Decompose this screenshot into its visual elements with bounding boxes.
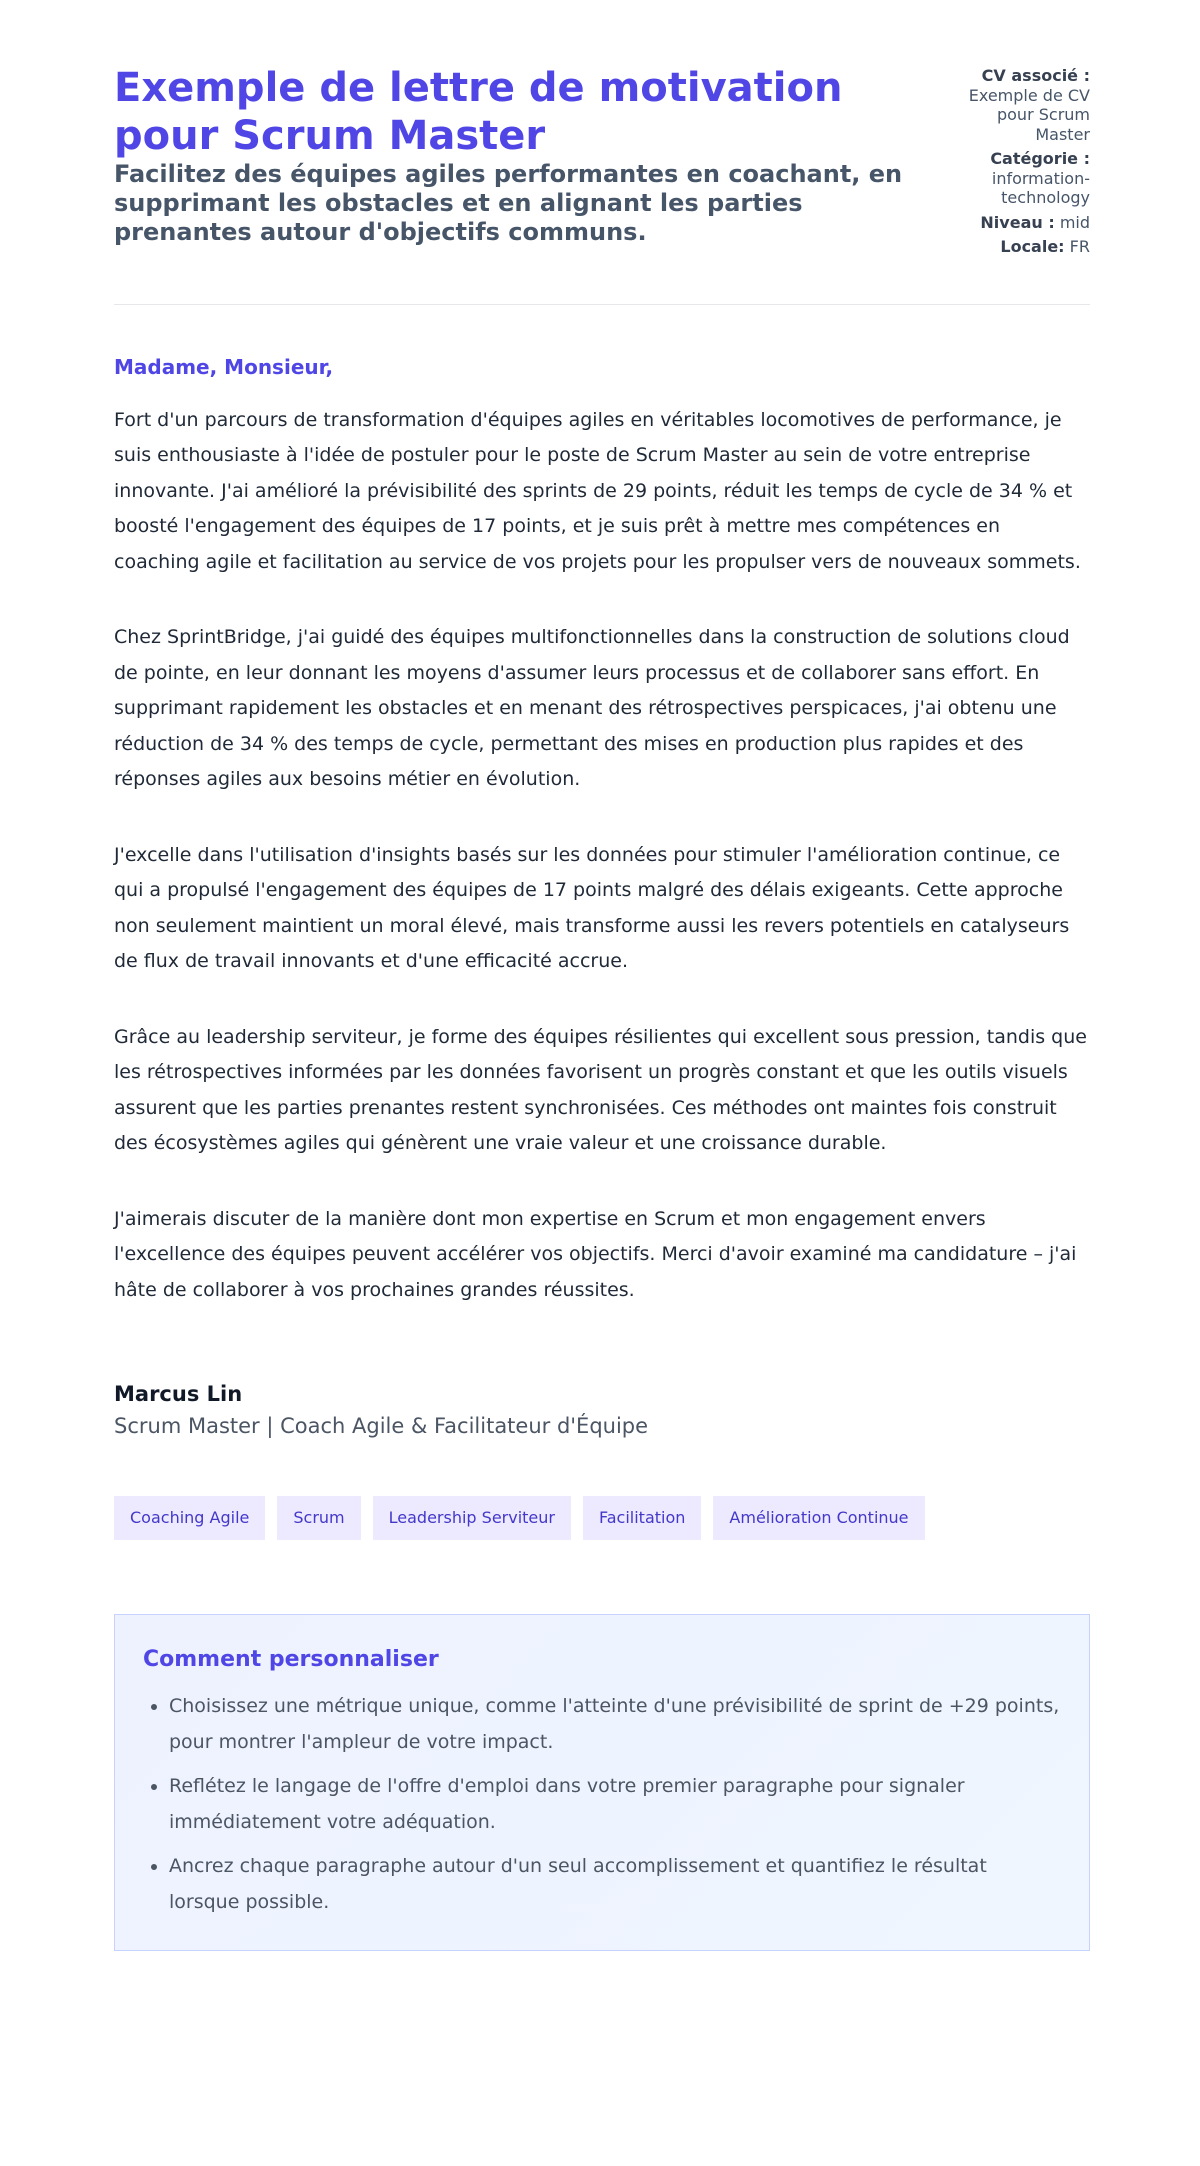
meta-category-value: information-technology	[991, 168, 1090, 207]
skill-tag: Leadership Serviteur	[373, 1496, 571, 1540]
customization-tips	[114, 1614, 1090, 1951]
meta-cv-label: CV associé :	[981, 66, 1090, 85]
signature-title: Scrum Master | Coach Agile & Facilitateur d'Équipe	[114, 1414, 649, 1438]
meta-locale-label: Locale:	[1000, 237, 1065, 256]
letter-paragraph: Grâce au leadership serviteur, je forme des équipes résilientes qui excellent sous pression, tandis que les rétrospectives informées par les données favorisent un progrès constant et que les outils visuels assurent que les parties prenantes restent synchronisées. Ces méthodes ont maintes fois construit des écosystèmes agiles qui génèrent une vraie valeur et une croissance durable.	[114, 1025, 1087, 1154]
tips-list	[143, 1688, 1061, 1920]
meta-level-label: Niveau :	[980, 212, 1055, 232]
letter-paragraph: Chez SprintBridge, j'ai guidé des équipes multifonctionnelles dans la construction de solutions cloud de pointe, en leur donnant les moyens d'assumer leurs processus et de collaborer sans effort. En supprimant rapidement les obstacles et en menant des rétrospectives perspicaces, j'ai obtenu une réduction de 34 % des temps de cycle, permettant des mises en production plus rapides et des réponses agiles aux besoins métier en évolution.	[114, 626, 1070, 790]
letter-paragraph: J'aimerais discuter de la manière dont mon expertise en Scrum et mon engagement envers l'excellence des équipes peuvent accélérer vos objectifs. Merci d'avoir examiné ma candidature – j'ai hâte de collaborer à vos prochaines grandes réussites.	[114, 1207, 1077, 1301]
tip-item: • Ancrez chaque paragraphe autour d'un seul accomplissement et quantifiez le résultat lorsque possible.	[169, 1848, 1061, 1920]
letter-body	[114, 355, 1090, 1439]
cover-letter-page	[114, 0, 1090, 1951]
meta-level-value: mid	[1059, 212, 1090, 232]
tip-item: • Choisissez une métrique unique, comme l'atteinte d'une prévisibilité de sprint de +29 points, pour montrer l'ampleur de votre impact.	[169, 1688, 1061, 1760]
title-block	[114, 64, 934, 247]
skill-tags	[114, 1496, 1090, 1540]
tip-item: • Reflétez le langage de l'offre d'emploi dans votre premier paragraphe pour signaler immédiatement votre adéquation.	[169, 1768, 1061, 1840]
skill-tag: Facilitation	[583, 1496, 701, 1540]
page-subtitle: Facilitez des équipes agiles performantes en coachant, en supprimant les obstacles et en alignant les parties prenantes autour d'objectifs communs.	[114, 160, 903, 246]
skill-tag: Coaching Agile	[114, 1496, 265, 1540]
meta-locale	[950, 237, 1090, 257]
letter-paragraph: J'excelle dans l'utilisation d'insights basés sur les données pour stimuler l'amélioration continue, ce qui a propulsé l'engagement des équipes de 17 points malgré des délais exigeants. Cette approche non seulement maintient un moral élevé, mais transforme aussi les revers potentiels en catalyseurs de flux de travail innovants et d'une efficacité accrue.	[114, 843, 1070, 972]
signature-name: Marcus Lin	[114, 1382, 243, 1406]
meta-panel	[950, 66, 1090, 262]
skill-tag: Amélioration Continue	[713, 1496, 924, 1540]
skill-tag: Scrum	[277, 1496, 360, 1540]
tips-heading: Comment personnaliser	[143, 1647, 439, 1672]
letter-paragraph: Fort d'un parcours de transformation d'équipes agiles en véritables locomotives de performance, je suis enthousiaste à l'idée de postuler pour le poste de Scrum Master au sein de votre entreprise innovante. J'ai amélioré la prévisibilité des sprints de 29 points, réduit les temps de cycle de 34 % et boosté l'engagement des équipes de 17 points, et je suis prêt à mettre mes compétences en coaching agile et facilitation au service de vos projets pour les propulser vers de nouveaux sommets.	[114, 408, 1081, 573]
salutation: Madame, Monsieur,	[114, 354, 334, 379]
meta-cv-value: Exemple de CV pour Scrum Master	[968, 85, 1090, 144]
meta-category-label: Catégorie :	[990, 149, 1090, 168]
meta-cv	[950, 66, 1090, 144]
meta-category	[950, 149, 1090, 208]
page-title: Exemple de lettre de motivation pour Scrum Master	[114, 65, 843, 159]
meta-level	[950, 213, 1090, 233]
page-header	[114, 64, 1090, 305]
meta-locale-value: FR	[1069, 237, 1090, 256]
